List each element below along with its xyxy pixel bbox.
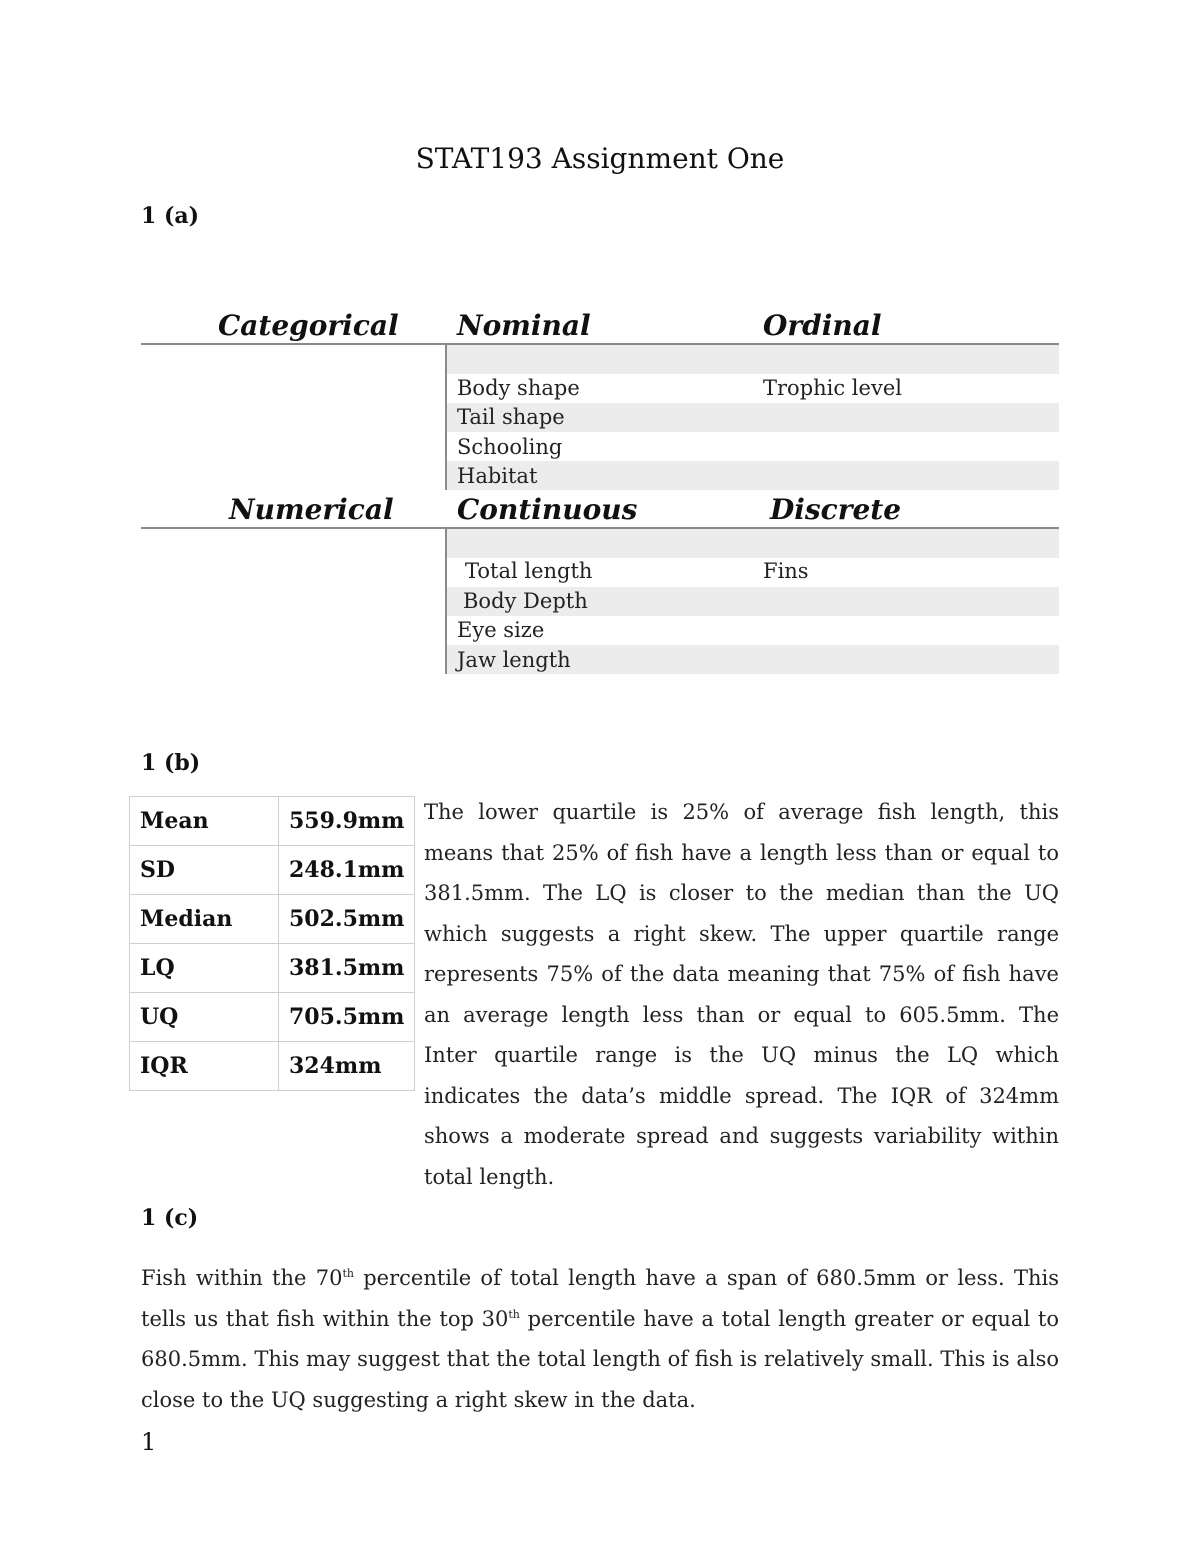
stat-label: IQR	[130, 1042, 279, 1091]
quartile-explanation: The lower quartile is 25% of average fish length, this means that 25% of fish have a length less than or equal to 381.5mm. The LQ is closer to the median than the UQ which suggests a right skew. The upper quartile range represents 75% of the data meaning that 75% of fish have an average length less than or equal to 605.5mm. The Inter quartile range is the UQ minus the LQ which indicates the data’s middle spread. The IQR of 324mm shows a moderate spread and suggests variability within total length.	[424, 800, 1059, 1189]
continuous-header: Continuous	[457, 493, 638, 526]
stat-label: Median	[130, 895, 279, 944]
stat-label: SD	[130, 846, 279, 895]
continuous-item: Jaw length	[457, 648, 571, 672]
row-band	[447, 461, 1059, 490]
stat-label: Mean	[130, 797, 279, 846]
table-row	[130, 895, 415, 944]
stat-value: 248.1mm	[279, 846, 415, 895]
section-heading-1c: 1 (c)	[141, 1205, 199, 1231]
stat-value: 705.5mm	[279, 993, 415, 1042]
table-row	[130, 797, 415, 846]
paragraph-text: percentile of total length have a span of 680.5mm or less. This tells us that fish within the top 30	[141, 1266, 1060, 1331]
discrete-item: Fins	[763, 559, 809, 583]
ordinal-header: Ordinal	[763, 309, 882, 342]
page-title: STAT193 Assignment One	[415, 142, 785, 175]
nominal-item: Schooling	[457, 435, 563, 459]
stat-value: 502.5mm	[279, 895, 415, 944]
paragraph-text: percentile have a total length greater or equal to 680.5mm. This may suggest that the total length of fish is relatively small. This is also close to the UQ suggesting a right skew in the data.	[141, 1306, 1059, 1412]
categorical-divider	[445, 344, 447, 490]
stat-value: 381.5mm	[279, 944, 415, 993]
percentile-explanation	[141, 1258, 1059, 1420]
stat-label: UQ	[130, 993, 279, 1042]
ordinal-suffix: th	[508, 1307, 520, 1321]
discrete-header: Discrete	[770, 493, 902, 526]
ordinal-item: Trophic level	[763, 376, 902, 400]
stat-label: LQ	[130, 944, 279, 993]
ordinal-suffix: th	[342, 1267, 354, 1280]
table-row	[130, 846, 415, 895]
row-band	[447, 529, 1059, 558]
row-band	[447, 345, 1059, 374]
nominal-item: Body shape	[457, 376, 580, 400]
page-number: 1	[141, 1428, 157, 1456]
section-heading-1a: 1 (a)	[141, 203, 200, 229]
section-heading-1b: 1 (b)	[141, 750, 201, 776]
table-row	[130, 944, 415, 993]
table-row	[130, 993, 415, 1042]
numerical-label: Numerical	[229, 493, 394, 526]
summary-stats-table	[129, 796, 415, 1091]
continuous-item: Eye size	[457, 618, 545, 642]
table-row	[130, 1042, 415, 1091]
continuous-item: Total length	[465, 559, 593, 583]
numerical-divider	[445, 528, 447, 674]
categorical-label: Categorical	[218, 309, 399, 342]
stat-value: 559.9mm	[279, 797, 415, 846]
nominal-item: Tail shape	[457, 405, 565, 429]
stat-value: 324mm	[279, 1042, 415, 1091]
nominal-item: Habitat	[457, 464, 538, 488]
continuous-item: Body Depth	[463, 589, 588, 613]
paragraph-text: Fish within the 70	[141, 1266, 343, 1290]
nominal-header: Nominal	[457, 309, 591, 342]
